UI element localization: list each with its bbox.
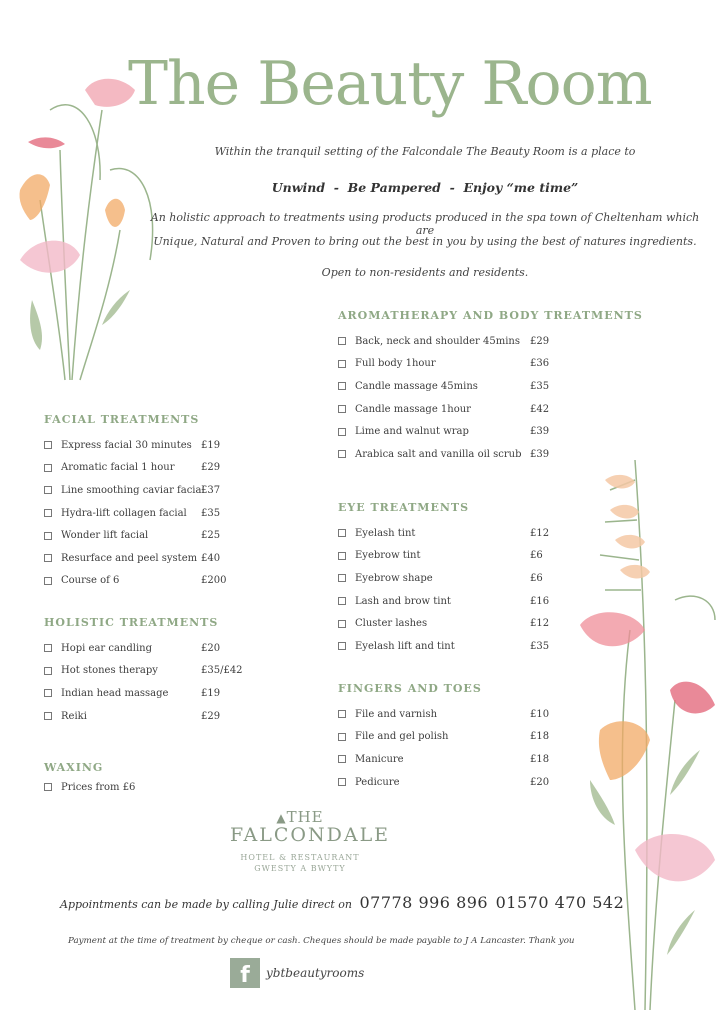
treatment-price: £200 xyxy=(201,575,227,587)
treatment-price: £16 xyxy=(530,595,550,607)
treatment-item xyxy=(44,705,243,728)
checkbox-icon xyxy=(338,450,346,458)
treatment-item xyxy=(338,443,643,466)
appointments-line: Appointments can be made by calling Julie direct on 07778 996 896 01570 470 542 xyxy=(60,893,625,912)
treatment-price: £6 xyxy=(530,550,543,562)
treatment-price: £18 xyxy=(530,753,550,765)
checkbox-icon xyxy=(44,464,52,472)
treatment-name: Course of 6 xyxy=(61,575,120,587)
treatment-name: Hot stones therapy xyxy=(61,665,158,677)
checkbox-icon xyxy=(338,778,346,786)
checkbox-icon xyxy=(44,509,52,517)
treatment-name: Lime and walnut wrap xyxy=(355,426,469,438)
treatment-name: Lash and brow tint xyxy=(355,595,451,607)
treatment-name: Eyelash lift and tint xyxy=(355,640,455,652)
checkbox-icon xyxy=(338,733,346,741)
treatment-price: £35/£42 xyxy=(201,665,243,677)
facial-treatments-section xyxy=(44,413,226,592)
treatment-price: £35 xyxy=(530,380,550,392)
treatment-price: £36 xyxy=(530,358,550,370)
treatment-item xyxy=(338,420,643,443)
treatment-price: £39 xyxy=(530,426,550,438)
treatment-price: £35 xyxy=(201,507,221,519)
checkbox-icon xyxy=(44,689,52,697)
intro-line: Within the tranquil setting of the Falcondale The Beauty Room is a place to xyxy=(214,145,636,158)
fingers-and-toes-section xyxy=(338,682,549,793)
treatment-item xyxy=(44,547,226,570)
treatment-item xyxy=(338,703,549,726)
checkbox-icon xyxy=(338,597,346,605)
treatment-price: £29 xyxy=(530,335,550,347)
checkbox-icon xyxy=(338,382,346,390)
treatment-item xyxy=(44,570,226,593)
tagline: Unwind - Be Pampered - Enjoy “me time” xyxy=(271,180,579,195)
treatment-price: £10 xyxy=(530,708,550,720)
treatment-name: Hydra-lift collagen facial xyxy=(61,507,187,519)
checkbox-icon xyxy=(44,712,52,720)
treatment-price: £37 xyxy=(201,484,221,496)
treatment-item xyxy=(44,682,243,705)
aromatherapy-section xyxy=(338,309,643,466)
checkbox-icon xyxy=(338,337,346,345)
treatment-item xyxy=(338,330,643,353)
treatment-price: £29 xyxy=(201,710,221,722)
treatment-item xyxy=(44,502,226,525)
residents-note: Open to non-residents and residents. xyxy=(321,266,529,279)
treatment-name: File and varnish xyxy=(355,708,438,720)
checkbox-icon xyxy=(44,644,52,652)
treatment-item xyxy=(338,612,549,635)
treatment-item xyxy=(44,637,243,660)
treatment-name: Wonder lift facial xyxy=(61,530,149,542)
treatment-price: £20 xyxy=(201,642,221,654)
section-heading: HOLISTIC TREATMENTS xyxy=(44,616,219,629)
logo-falcondale: FALCONDALE xyxy=(230,824,391,846)
treatment-name: Indian head massage xyxy=(61,687,169,699)
checkbox-icon xyxy=(338,552,346,560)
treatment-price: £20 xyxy=(530,776,550,788)
description-line-2: Unique, Natural and Proven to bring out the best in you by using the best of natures ingredients. xyxy=(153,235,697,248)
section-heading: AROMATHERAPY AND BODY TREATMENTS xyxy=(338,309,643,322)
section-heading: FACIAL TREATMENTS xyxy=(44,413,200,426)
bird-icon: ▲ xyxy=(276,811,287,825)
checkbox-icon xyxy=(338,574,346,582)
treatment-name: Prices from £6 xyxy=(61,781,136,793)
treatment-price: £40 xyxy=(201,552,221,564)
treatment-item xyxy=(338,522,549,545)
treatment-name: Express facial 30 minutes xyxy=(61,439,192,451)
treatment-item xyxy=(338,635,549,658)
treatment-item xyxy=(338,726,549,749)
section-heading: FINGERS AND TOES xyxy=(338,682,482,695)
checkbox-icon xyxy=(338,642,346,650)
treatment-name: Line smoothing caviar facial xyxy=(61,484,205,496)
checkbox-icon xyxy=(338,360,346,368)
treatment-name: Reiki xyxy=(61,710,87,722)
treatment-item xyxy=(44,434,226,457)
section-heading: WAXING xyxy=(44,761,104,774)
phone-number-1[interactable]: 07778 996 896 xyxy=(359,893,489,912)
checkbox-icon xyxy=(44,577,52,585)
treatment-item xyxy=(44,457,226,480)
treatment-name: Pedicure xyxy=(355,776,400,788)
treatment-item xyxy=(44,479,226,502)
facebook-link[interactable] xyxy=(230,958,364,988)
treatment-price: £39 xyxy=(530,448,550,460)
checkbox-icon xyxy=(338,620,346,628)
treatment-price: £25 xyxy=(201,530,221,542)
checkbox-icon xyxy=(44,667,52,675)
facebook-icon: f xyxy=(230,958,260,988)
treatment-item xyxy=(338,375,643,398)
treatment-name: Eyebrow shape xyxy=(355,572,433,584)
eye-treatments-section xyxy=(338,501,549,658)
treatment-item xyxy=(44,524,226,547)
treatment-name: Cluster lashes xyxy=(355,618,428,630)
treatment-item xyxy=(338,748,549,771)
holistic-treatments-section xyxy=(44,616,243,727)
treatment-price: £42 xyxy=(530,403,550,415)
checkbox-icon xyxy=(338,405,346,413)
treatment-name: Aromatic facial 1 hour xyxy=(61,462,175,474)
treatment-name: Arabica salt and vanilla oil scrub xyxy=(355,448,522,460)
checkbox-icon xyxy=(338,755,346,763)
treatment-name: Eyelash tint xyxy=(355,527,416,539)
treatment-item xyxy=(338,353,643,376)
page-title: The Beauty Room xyxy=(128,49,652,119)
treatment-price: £35 xyxy=(530,640,550,652)
checkbox-icon xyxy=(338,428,346,436)
treatment-price: £12 xyxy=(530,618,550,630)
treatment-name: Manicure xyxy=(355,753,404,765)
logo-the: ▲THE xyxy=(276,808,324,826)
checkbox-icon xyxy=(44,486,52,494)
treatment-name: Hopi ear candling xyxy=(61,642,153,654)
logo-subtitle: HOTEL & RESTAURANT GWESTY A BWYTY xyxy=(240,853,360,873)
treatment-name: Back, neck and shoulder 45mins xyxy=(355,335,520,347)
treatment-name: Full body 1hour xyxy=(355,358,436,370)
treatment-item xyxy=(338,545,549,568)
treatment-item xyxy=(338,771,549,794)
treatment-price: £19 xyxy=(201,439,221,451)
treatment-item xyxy=(338,567,549,590)
checkbox-icon xyxy=(44,783,52,791)
treatment-price: £12 xyxy=(530,527,550,539)
checkbox-icon xyxy=(44,554,52,562)
treatment-price: £19 xyxy=(201,687,221,699)
treatment-name: Resurface and peel system xyxy=(61,552,198,564)
checkbox-icon xyxy=(338,710,346,718)
treatment-item xyxy=(338,398,643,421)
facebook-handle: ybtbeautyrooms xyxy=(266,966,365,980)
treatment-name: Candle massage 45mins xyxy=(355,380,478,392)
treatment-price: £29 xyxy=(201,462,221,474)
treatment-name: Candle massage 1hour xyxy=(355,403,471,415)
treatment-item xyxy=(44,660,243,683)
treatment-name: File and gel polish xyxy=(355,731,449,743)
description-line-1: An holistic approach to treatments using products produced in the spa town of Cheltenham which are xyxy=(150,211,700,237)
flower-illustration-right xyxy=(575,450,723,1020)
treatment-item xyxy=(44,776,201,799)
treatment-price: £6 xyxy=(530,572,543,584)
checkbox-icon xyxy=(338,529,346,537)
treatment-item xyxy=(338,590,549,613)
treatment-price: £18 xyxy=(530,731,550,743)
falcondale-logo xyxy=(230,808,391,874)
payment-note: Payment at the time of treatment by cheque or cash. Cheques should be made payable to J A Lancaster. Thank you xyxy=(68,936,575,946)
treatment-name: Eyebrow tint xyxy=(355,550,421,562)
checkbox-icon xyxy=(44,441,52,449)
section-heading: EYE TREATMENTS xyxy=(338,501,470,514)
waxing-section xyxy=(44,761,201,799)
phone-number-2[interactable]: 01570 470 542 xyxy=(495,893,625,912)
checkbox-icon xyxy=(44,532,52,540)
